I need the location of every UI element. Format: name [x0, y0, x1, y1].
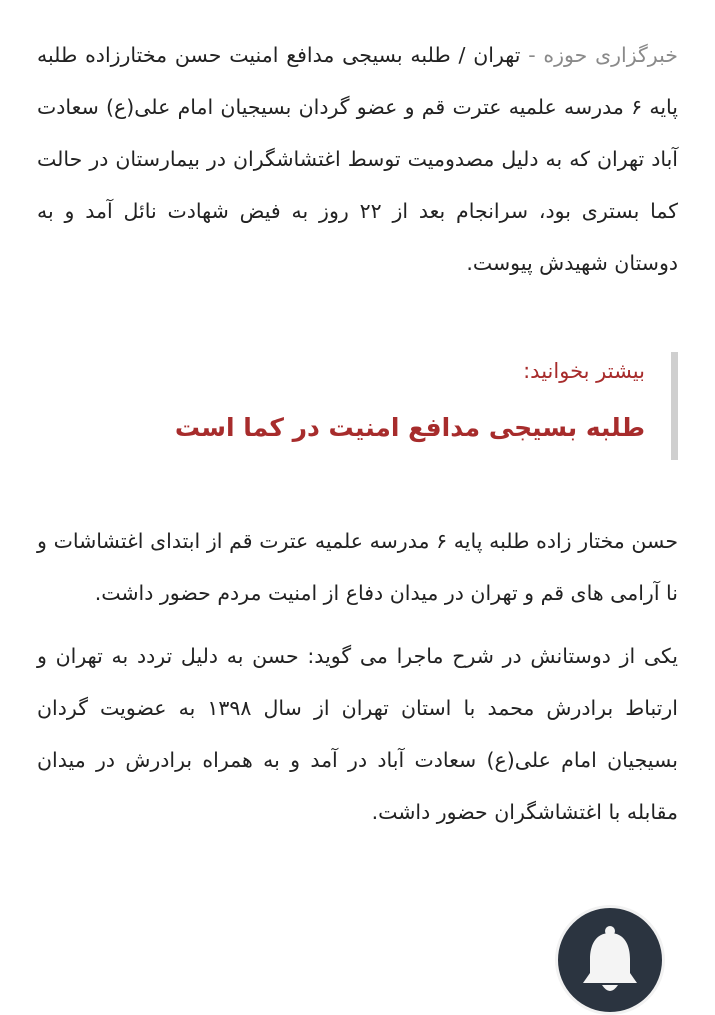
read-more-link[interactable]: طلبه بسیجی مدافع امنیت در کما است	[174, 413, 645, 442]
bell-icon	[579, 923, 641, 997]
lead-paragraph	[37, 0, 678, 289]
notification-button[interactable]	[555, 905, 665, 1015]
body-paragraph-3: یکی از دوستانش در شرح ماجرا می گوید: حسن به دلیل تردد به تهران و ارتباط برادرش محمد با استان تهران از سال ۱۳۹۸ به عضویت گردان بسیجیان امام علی(ع) سعادت آباد در آمد و به همراه برادرش در میدان مقابله با اغتشاشگران حضور داشت.	[37, 644, 678, 824]
read-more-label: بیشتر بخوانید:	[523, 359, 645, 383]
body-paragraph-2: حسن مختار زاده طلبه پایه ۶ مدرسه علمیه عترت قم از ابتدای اغتشاشات و نا آرامی های قم و تهران در میدان دفاع از امنیت مردم حضور داشت.	[37, 529, 678, 605]
agency-name[interactable]: خبرگزاری حوزه	[543, 43, 678, 67]
lead-text: تهران / طلبه بسیجی مدافع امنیت حسن مختارزاده طلبه پایه ۶ مدرسه علمیه عترت قم و عضو گردان بسیجیان امام علی(ع) سعادت آباد تهران که به دلیل مصدومیت توسط اغتشاشگران در بیمارستان در حالت کما بستری بود، سرانجام بعد از ۲۲ روز به فیض شهادت نائل آمد و به دوستان شهیدش پیوست.	[37, 43, 678, 275]
agency-dash: -	[520, 43, 544, 67]
read-more-box[interactable]	[37, 352, 678, 460]
